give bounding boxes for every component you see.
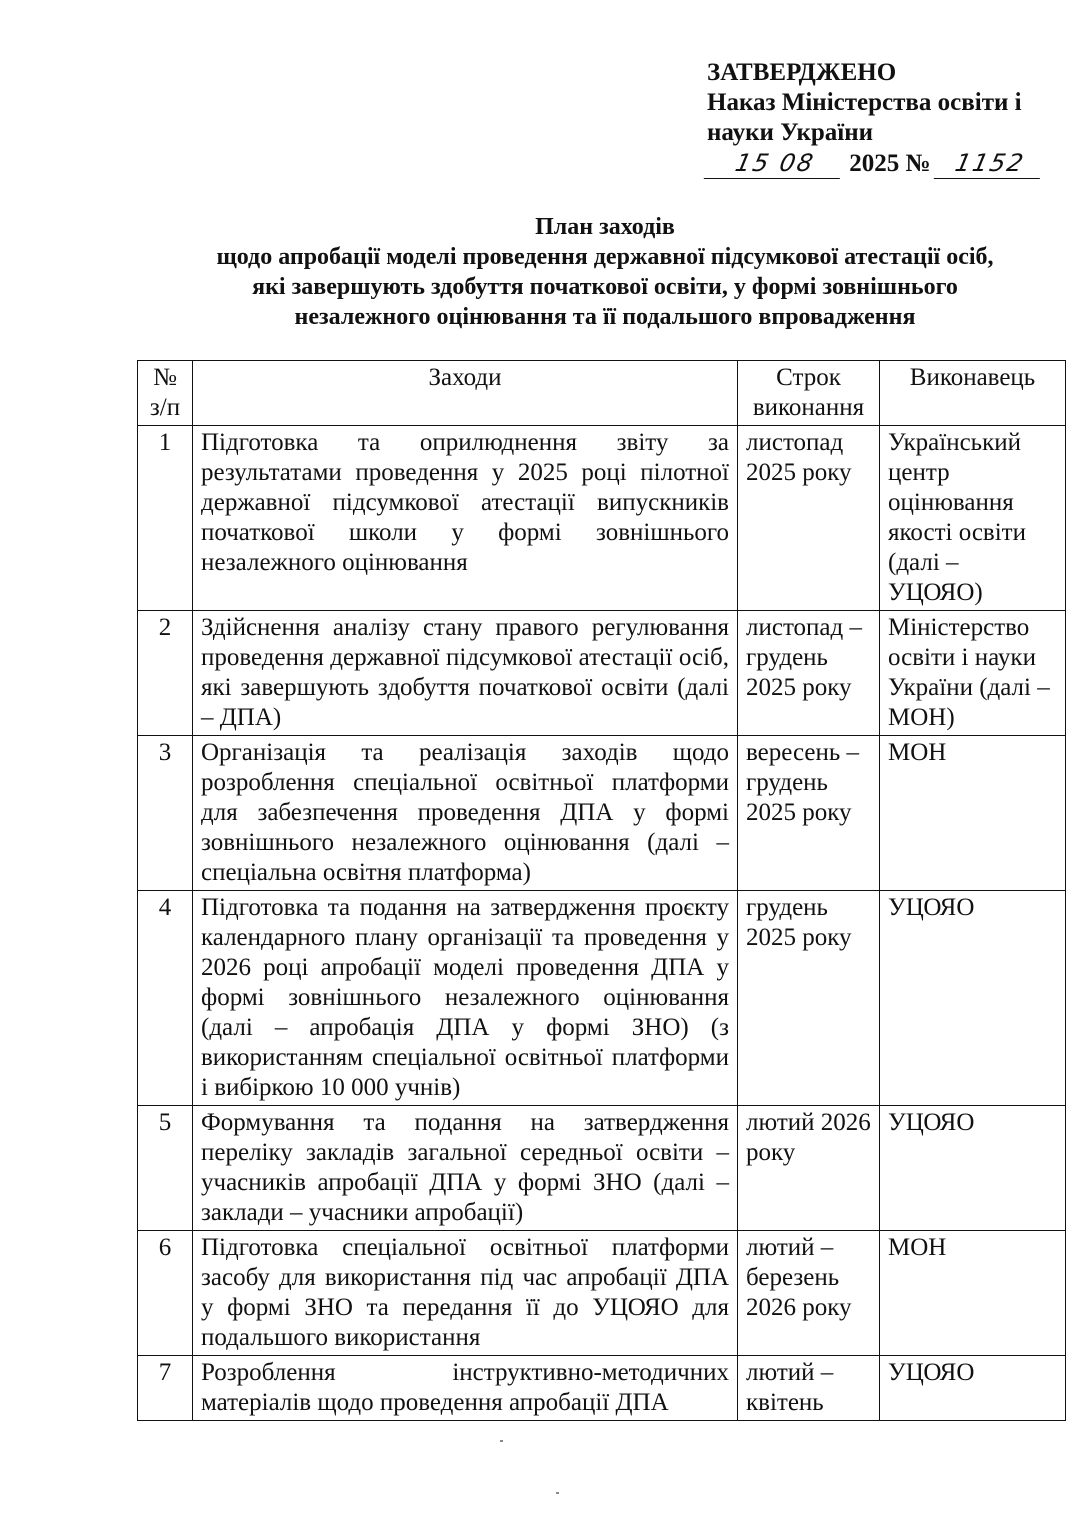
title-line-3: які завершують здобуття початкової освіти, у формі зовнішнього [252, 274, 958, 300]
row-number: 7 [138, 1356, 193, 1421]
row-term: лютий – березень 2026 року [738, 1231, 880, 1356]
approval-order-line1: Наказ Міністерства освіти і [707, 89, 1022, 116]
header-executor: Виконавець [880, 361, 1066, 426]
row-executor: УЦОЯО [880, 891, 1066, 1106]
approval-stamp [707, 58, 1043, 179]
row-number: 6 [138, 1231, 193, 1356]
header-measures: Заходи [193, 361, 738, 426]
approval-status: ЗАТВЕРДЖЕНО [707, 59, 897, 86]
row-measure: Здійснення аналізу стану правого регулювання проведення державної підсумкової атестації осіб, які завершують здобуття початкової освіти (далі – ДПА) [193, 611, 738, 736]
approval-year-label: 2025 № [849, 150, 931, 177]
row-number: 1 [138, 426, 193, 611]
row-measure-text: Розроблення інструктивно-методичних матеріалів щодо проведення апробації ДПА [201, 1359, 729, 1416]
table-row [138, 1106, 1066, 1231]
title-line-4: незалежного оцінювання та її подальшого впровадження [294, 304, 916, 330]
row-term [738, 1356, 880, 1421]
row-executor: УЦОЯО [880, 1106, 1066, 1231]
scan-speck [556, 1492, 559, 1494]
row-measure: Підготовка та оприлюднення звіту за результатами проведення у 2025 році пілотної державної підсумкової атестації випускників початкової школи у формі зовнішнього незалежного оцінювання [193, 426, 738, 611]
document-title [100, 212, 1076, 332]
table-row [138, 1356, 1066, 1421]
row-number: 4 [138, 891, 193, 1106]
row-measure: Організація та реалізація заходів щодо розроблення спеціальної освітньої платформи для забезпечення проведення ДПА у формі зовнішнього незалежного оцінювання (далі – спеціальна освітня платформа) [193, 736, 738, 891]
table-row [138, 891, 1066, 1106]
table-row [138, 1231, 1066, 1356]
row-number: 5 [138, 1106, 193, 1231]
table-row [138, 426, 1066, 611]
row-term: листопад 2025 року [738, 426, 880, 611]
header-term: Строк виконання [738, 361, 880, 426]
row-number: 3 [138, 736, 193, 891]
row-term: вересень – грудень 2025 року [738, 736, 880, 891]
row-term: грудень 2025 року [738, 891, 880, 1106]
row-executor: МОН [880, 1231, 1066, 1356]
handwritten-date: 15 08 [704, 148, 847, 179]
row-executor: УЦОЯО [880, 1356, 1066, 1421]
row-executor: Міністерство освіти і науки України (далі – МОН) [880, 611, 1066, 736]
approval-date-line [707, 148, 1043, 179]
row-term-text: лютий – квітень [746, 1359, 834, 1416]
measures-table [137, 360, 1066, 1421]
title-line-1: План заходів [535, 214, 675, 240]
table-row [138, 736, 1066, 891]
header-number: № з/п [138, 361, 193, 426]
row-executor: Український центр оцінювання якості освіти (далі – УЦОЯО) [880, 426, 1066, 611]
row-measure: Формування та подання на затвердження переліку закладів загальної середньої освіти – учасників апробації ДПА у формі ЗНО (далі – заклади – учасники апробації) [193, 1106, 738, 1231]
row-executor: МОН [880, 736, 1066, 891]
row-term: листопад – грудень 2025 року [738, 611, 880, 736]
row-measure: Підготовка та подання на затвердження проєкту календарного плану організації та проведення у 2026 році апробації моделі проведення ДПА у формі зовнішнього незалежного оцінювання (далі – апробація ДПА у формі ЗНО) (з використанням спеціальної освітньої платформи і вибіркою 10 000 учнів) [193, 891, 738, 1106]
row-measure: Підготовка спеціальної освітньої платформи засобу для використання під час апробації ДПА у формі ЗНО та передання її до УЦОЯО для подальшого використання [193, 1231, 738, 1356]
scan-speck [500, 1440, 503, 1442]
table-row [138, 611, 1066, 736]
row-measure [193, 1356, 738, 1421]
row-term: лютий 2026 року [738, 1106, 880, 1231]
table-header-row [138, 361, 1066, 426]
title-line-2: щодо апробації моделі проведення державної підсумкової атестації осіб, [216, 244, 994, 270]
row-number: 2 [138, 611, 193, 736]
approval-order-line2: науки України [707, 119, 874, 146]
handwritten-order-number: 1152 [934, 148, 1047, 179]
